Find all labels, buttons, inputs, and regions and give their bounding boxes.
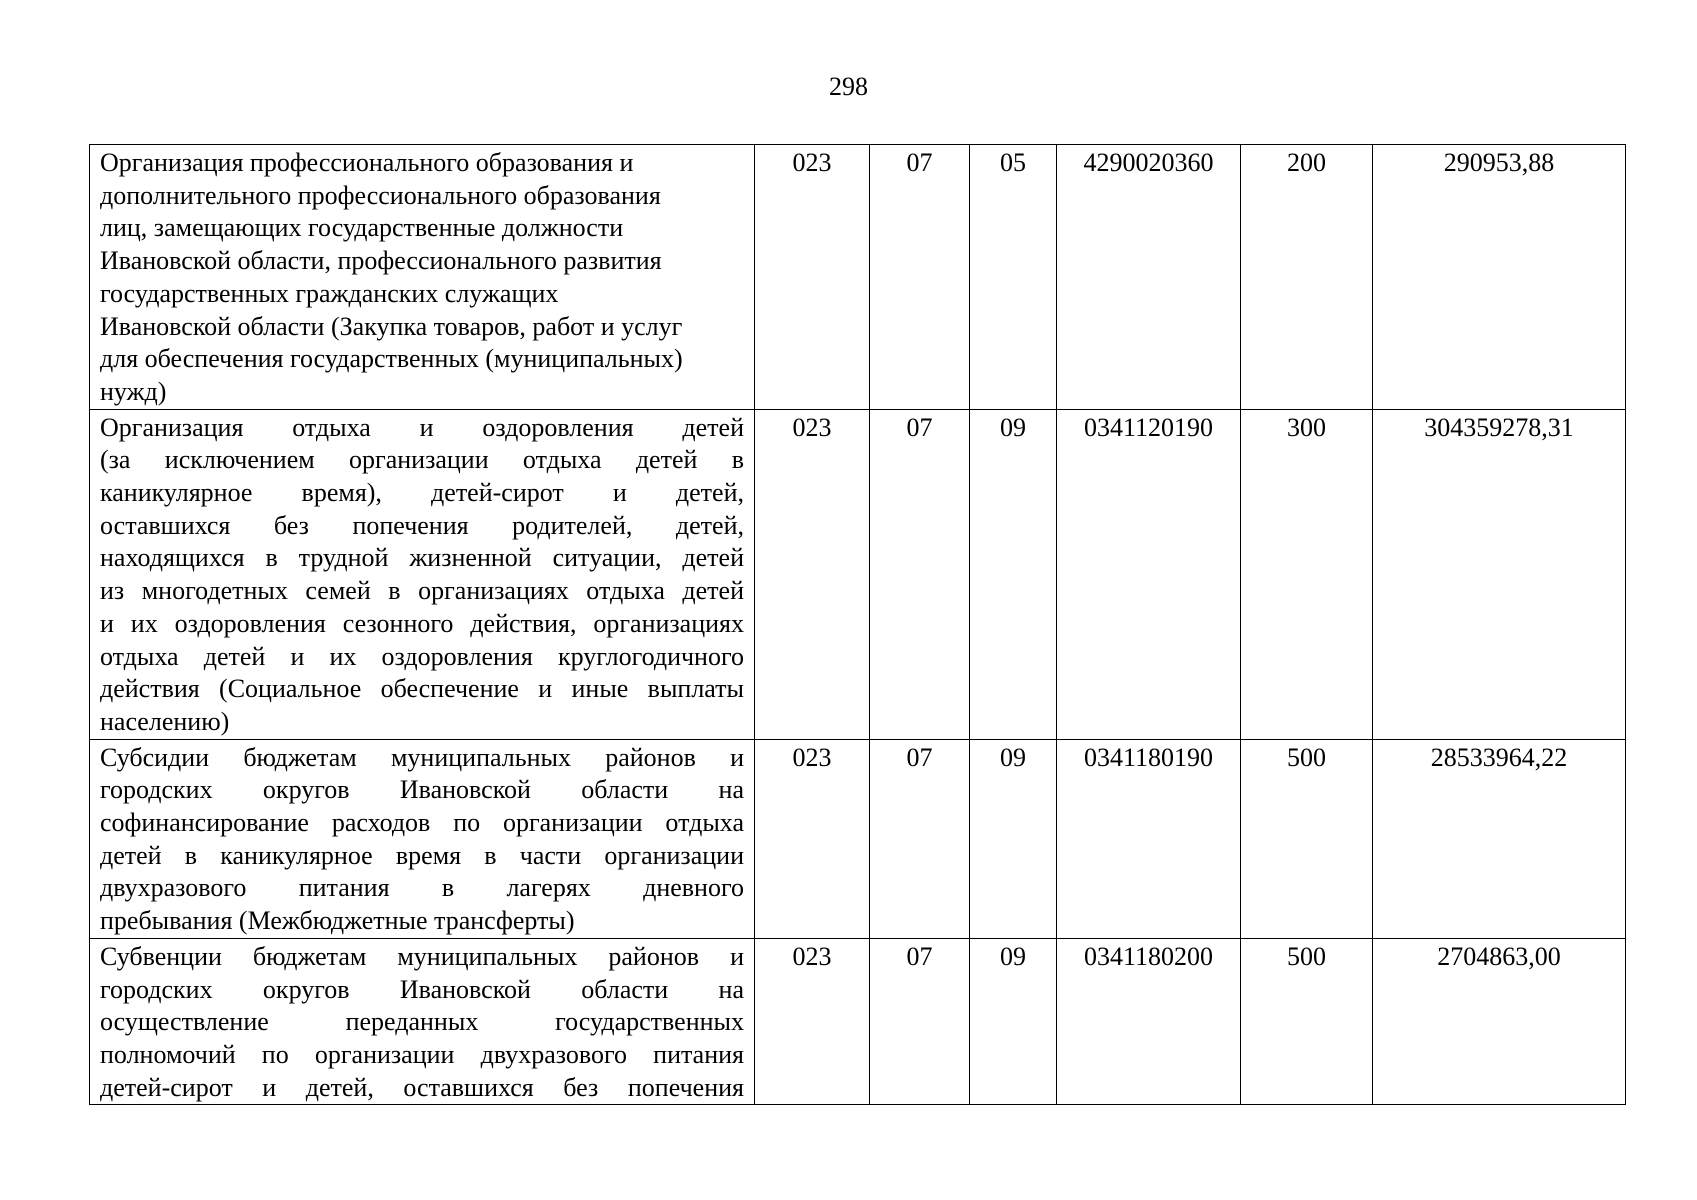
expense-type-code: 200	[1241, 145, 1373, 410]
description-line: (за исключением организации отдыха детей в	[100, 445, 744, 475]
description-line: государственных гражданских служащих	[100, 278, 559, 308]
description-line: из многодетных семей в организациях отдыха детей	[100, 576, 744, 606]
row-description	[90, 938, 755, 1105]
description-line: полномочий по организации двухразового питания	[100, 1039, 744, 1069]
target-article-code: 4290020360	[1057, 145, 1241, 410]
target-article-code: 0341180200	[1057, 938, 1241, 1105]
description-line: двухразового питания в лагерях дневного	[100, 873, 744, 903]
description-line: для обеспечения государственных (муниципальных)	[100, 344, 683, 374]
description-line-last: пребывания (Межбюджетные трансферты)	[100, 906, 575, 936]
description-line: находящихся в трудной жизненной ситуации, детей	[100, 543, 744, 573]
target-article-code: 0341180190	[1057, 739, 1241, 938]
section-code: 07	[870, 145, 970, 410]
subsection-code: 09	[970, 409, 1057, 739]
amount: 2704863,00	[1373, 938, 1626, 1105]
description-line: каникулярное время), детей-сирот и детей,	[100, 478, 744, 508]
target-article-code: 0341120190	[1057, 409, 1241, 739]
description-line: Субвенции бюджетам муниципальных районов и	[100, 941, 744, 971]
section-code: 07	[870, 409, 970, 739]
description-line: детей в каникулярное время в части организации	[100, 840, 744, 870]
table-row	[90, 739, 1626, 938]
expense-type-code: 500	[1241, 938, 1373, 1105]
table-row	[90, 938, 1626, 1105]
amount: 304359278,31	[1373, 409, 1626, 739]
description-line: отдыха детей и их оздоровления круглогодичного	[100, 641, 744, 671]
description-line: софинансирование расходов по организации отдыха	[100, 808, 744, 838]
row-description	[90, 145, 755, 410]
description-line: действия (Социальное обеспечение и иные выплаты	[100, 674, 744, 704]
section-code: 07	[870, 739, 970, 938]
amount: 290953,88	[1373, 145, 1626, 410]
description-line: дополнительного профессионального образования	[100, 180, 661, 210]
description-line-last: нужд)	[100, 376, 167, 406]
row-description	[90, 409, 755, 739]
ministry-code: 023	[755, 938, 870, 1105]
section-code: 07	[870, 938, 970, 1105]
ministry-code: 023	[755, 409, 870, 739]
table-row	[90, 409, 1626, 739]
subsection-code: 09	[970, 739, 1057, 938]
subsection-code: 05	[970, 145, 1057, 410]
expense-type-code: 300	[1241, 409, 1373, 739]
description-line: Ивановской области (Закупка товаров, работ и услуг	[100, 311, 683, 341]
ministry-code: 023	[755, 145, 870, 410]
description-line: осуществление переданных государственных	[100, 1007, 744, 1037]
description-line: городских округов Ивановской области на	[100, 974, 744, 1004]
ministry-code: 023	[755, 739, 870, 938]
row-description	[90, 739, 755, 938]
table-row	[90, 145, 1626, 410]
description-line: Организация отдыха и оздоровления детей	[100, 412, 744, 442]
page-number: 298	[829, 72, 868, 101]
description-line-last: населению)	[100, 706, 230, 736]
description-line: и их оздоровления сезонного действия, организациях	[100, 608, 744, 638]
expense-type-code: 500	[1241, 739, 1373, 938]
description-line: Субсидии бюджетам муниципальных районов и	[100, 742, 744, 772]
subsection-code: 09	[970, 938, 1057, 1105]
budget-table	[89, 144, 1626, 1105]
description-line: лиц, замещающих государственные должности	[100, 213, 624, 243]
amount: 28533964,22	[1373, 739, 1626, 938]
description-line: Организация профессионального образования и	[100, 148, 634, 177]
description-line: детей-сирот и детей, оставшихся без попечения	[100, 1072, 744, 1102]
description-line: городских округов Ивановской области на	[100, 775, 744, 805]
description-line: оставшихся без попечения родителей, детей,	[100, 510, 744, 540]
description-line: Ивановской области, профессионального развития	[100, 246, 662, 276]
